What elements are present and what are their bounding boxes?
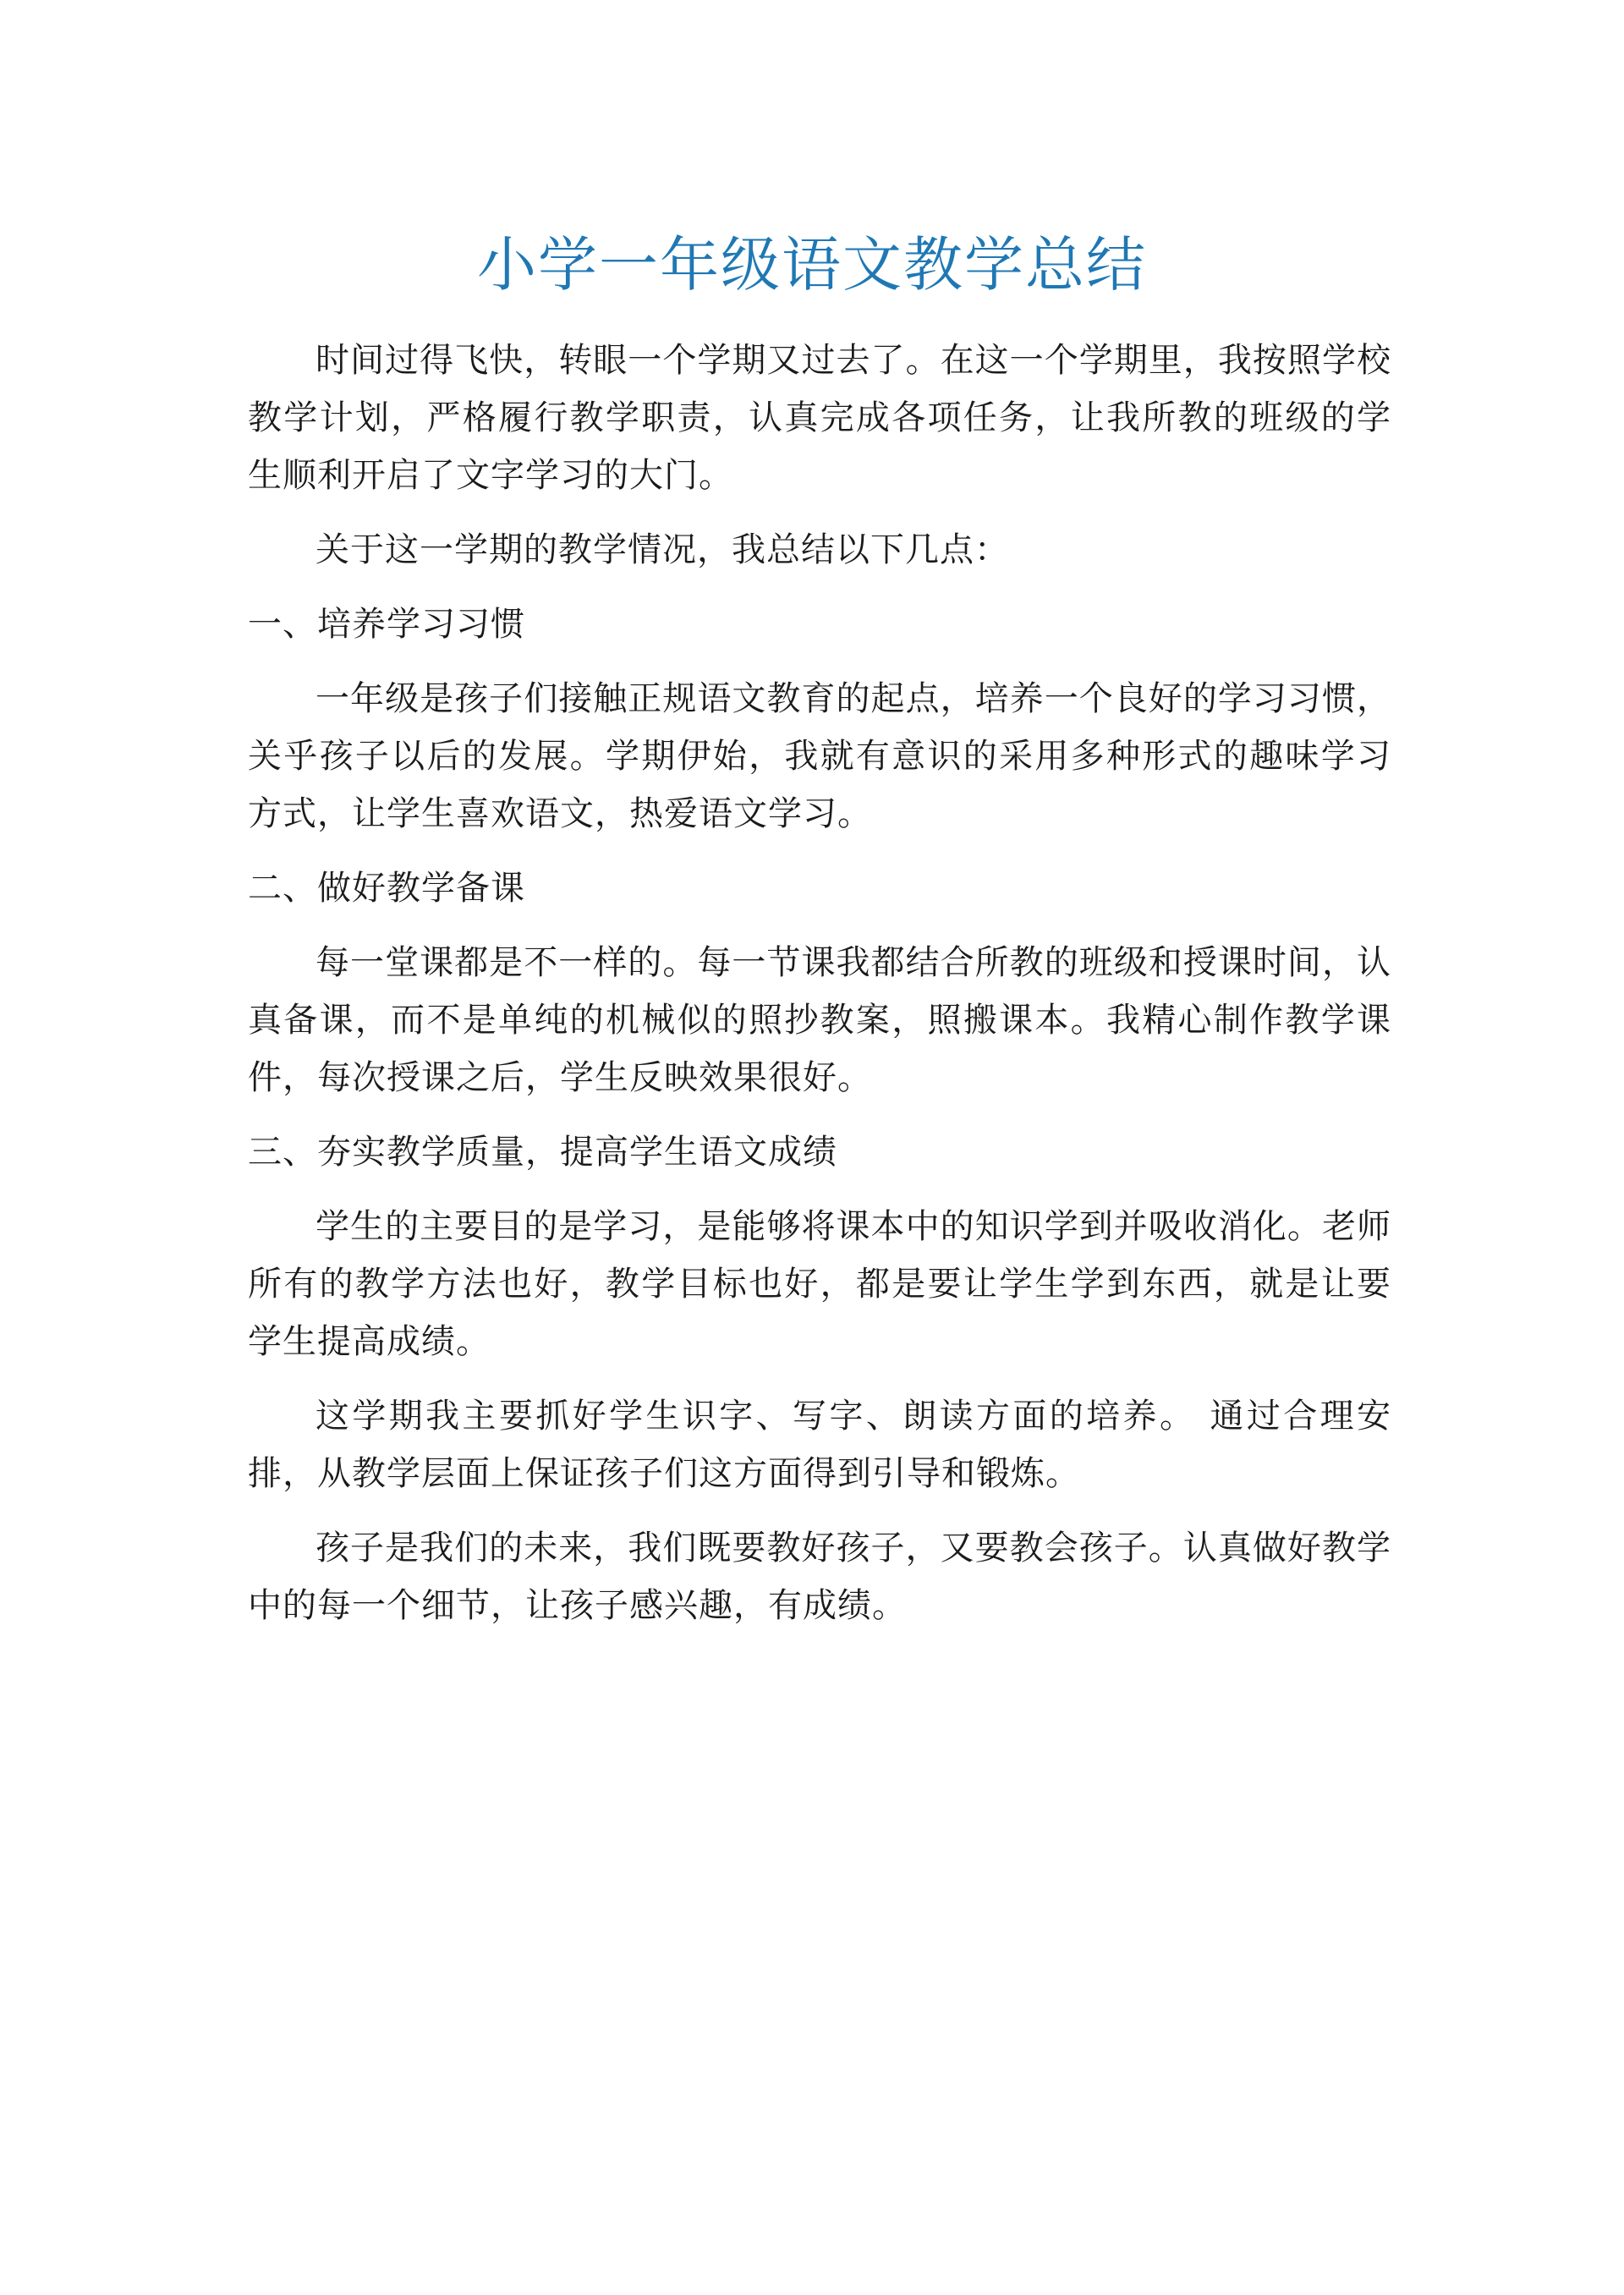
section-heading-2: 二、做好教学备课 xyxy=(248,869,525,908)
paragraph-conclusion: 孩子是我们的未来，我们既要教好孩子，又要教会孩子。认真做好教学中的每一个细节，让孩子感兴趣，有成绩。 xyxy=(248,1529,1391,1625)
paragraph-intro: 时间过得飞快，转眼一个学期又过去了。在这一个学期里，我按照学校教学计划，严格履行教学职责，认真完成各项任务，让我所教的班级的学生顺利开启了文字学习的大门。 xyxy=(248,341,1391,495)
paragraph-summary-lead: 关于这一学期的教学情况，我总结以下几点： xyxy=(315,530,1009,569)
paragraph-section-3b: 这学期我主要抓好学生识字、写字、朗读方面的培养。 通过合理安排，从教学层面上保证孩子们这方面得到引导和锻炼。 xyxy=(248,1397,1391,1493)
paragraph-section-2: 每一堂课都是不一样的。每一节课我都结合所教的班级和授课时间，认真备课，而不是单纯的机械似的照抄教案，照搬课本。我精心制作教学课件，每次授课之后，学生反映效果很好。 xyxy=(248,943,1391,1097)
section-heading-1: 一、培养学习习惯 xyxy=(248,605,525,644)
document-title: 小学一年级语文教学总结 xyxy=(477,230,1147,299)
paragraph-section-1: 一年级是孩子们接触正规语文教育的起点，培养一个良好的学习习惯，关乎孩子以后的发展。学期伊始，我就有意识的采用多种形式的趣味学习方式，让学生喜欢语文，热爱语文学习。 xyxy=(248,679,1391,833)
section-heading-3: 三、夯实教学质量，提高学生语文成绩 xyxy=(248,1133,837,1172)
document-body xyxy=(248,332,1391,1651)
paragraph-section-3a: 学生的主要目的是学习，是能够将课本中的知识学到并吸收消化。老师所有的教学方法也好，教学目标也好，都是要让学生学到东西，就是让要学生提高成绩。 xyxy=(248,1207,1391,1361)
